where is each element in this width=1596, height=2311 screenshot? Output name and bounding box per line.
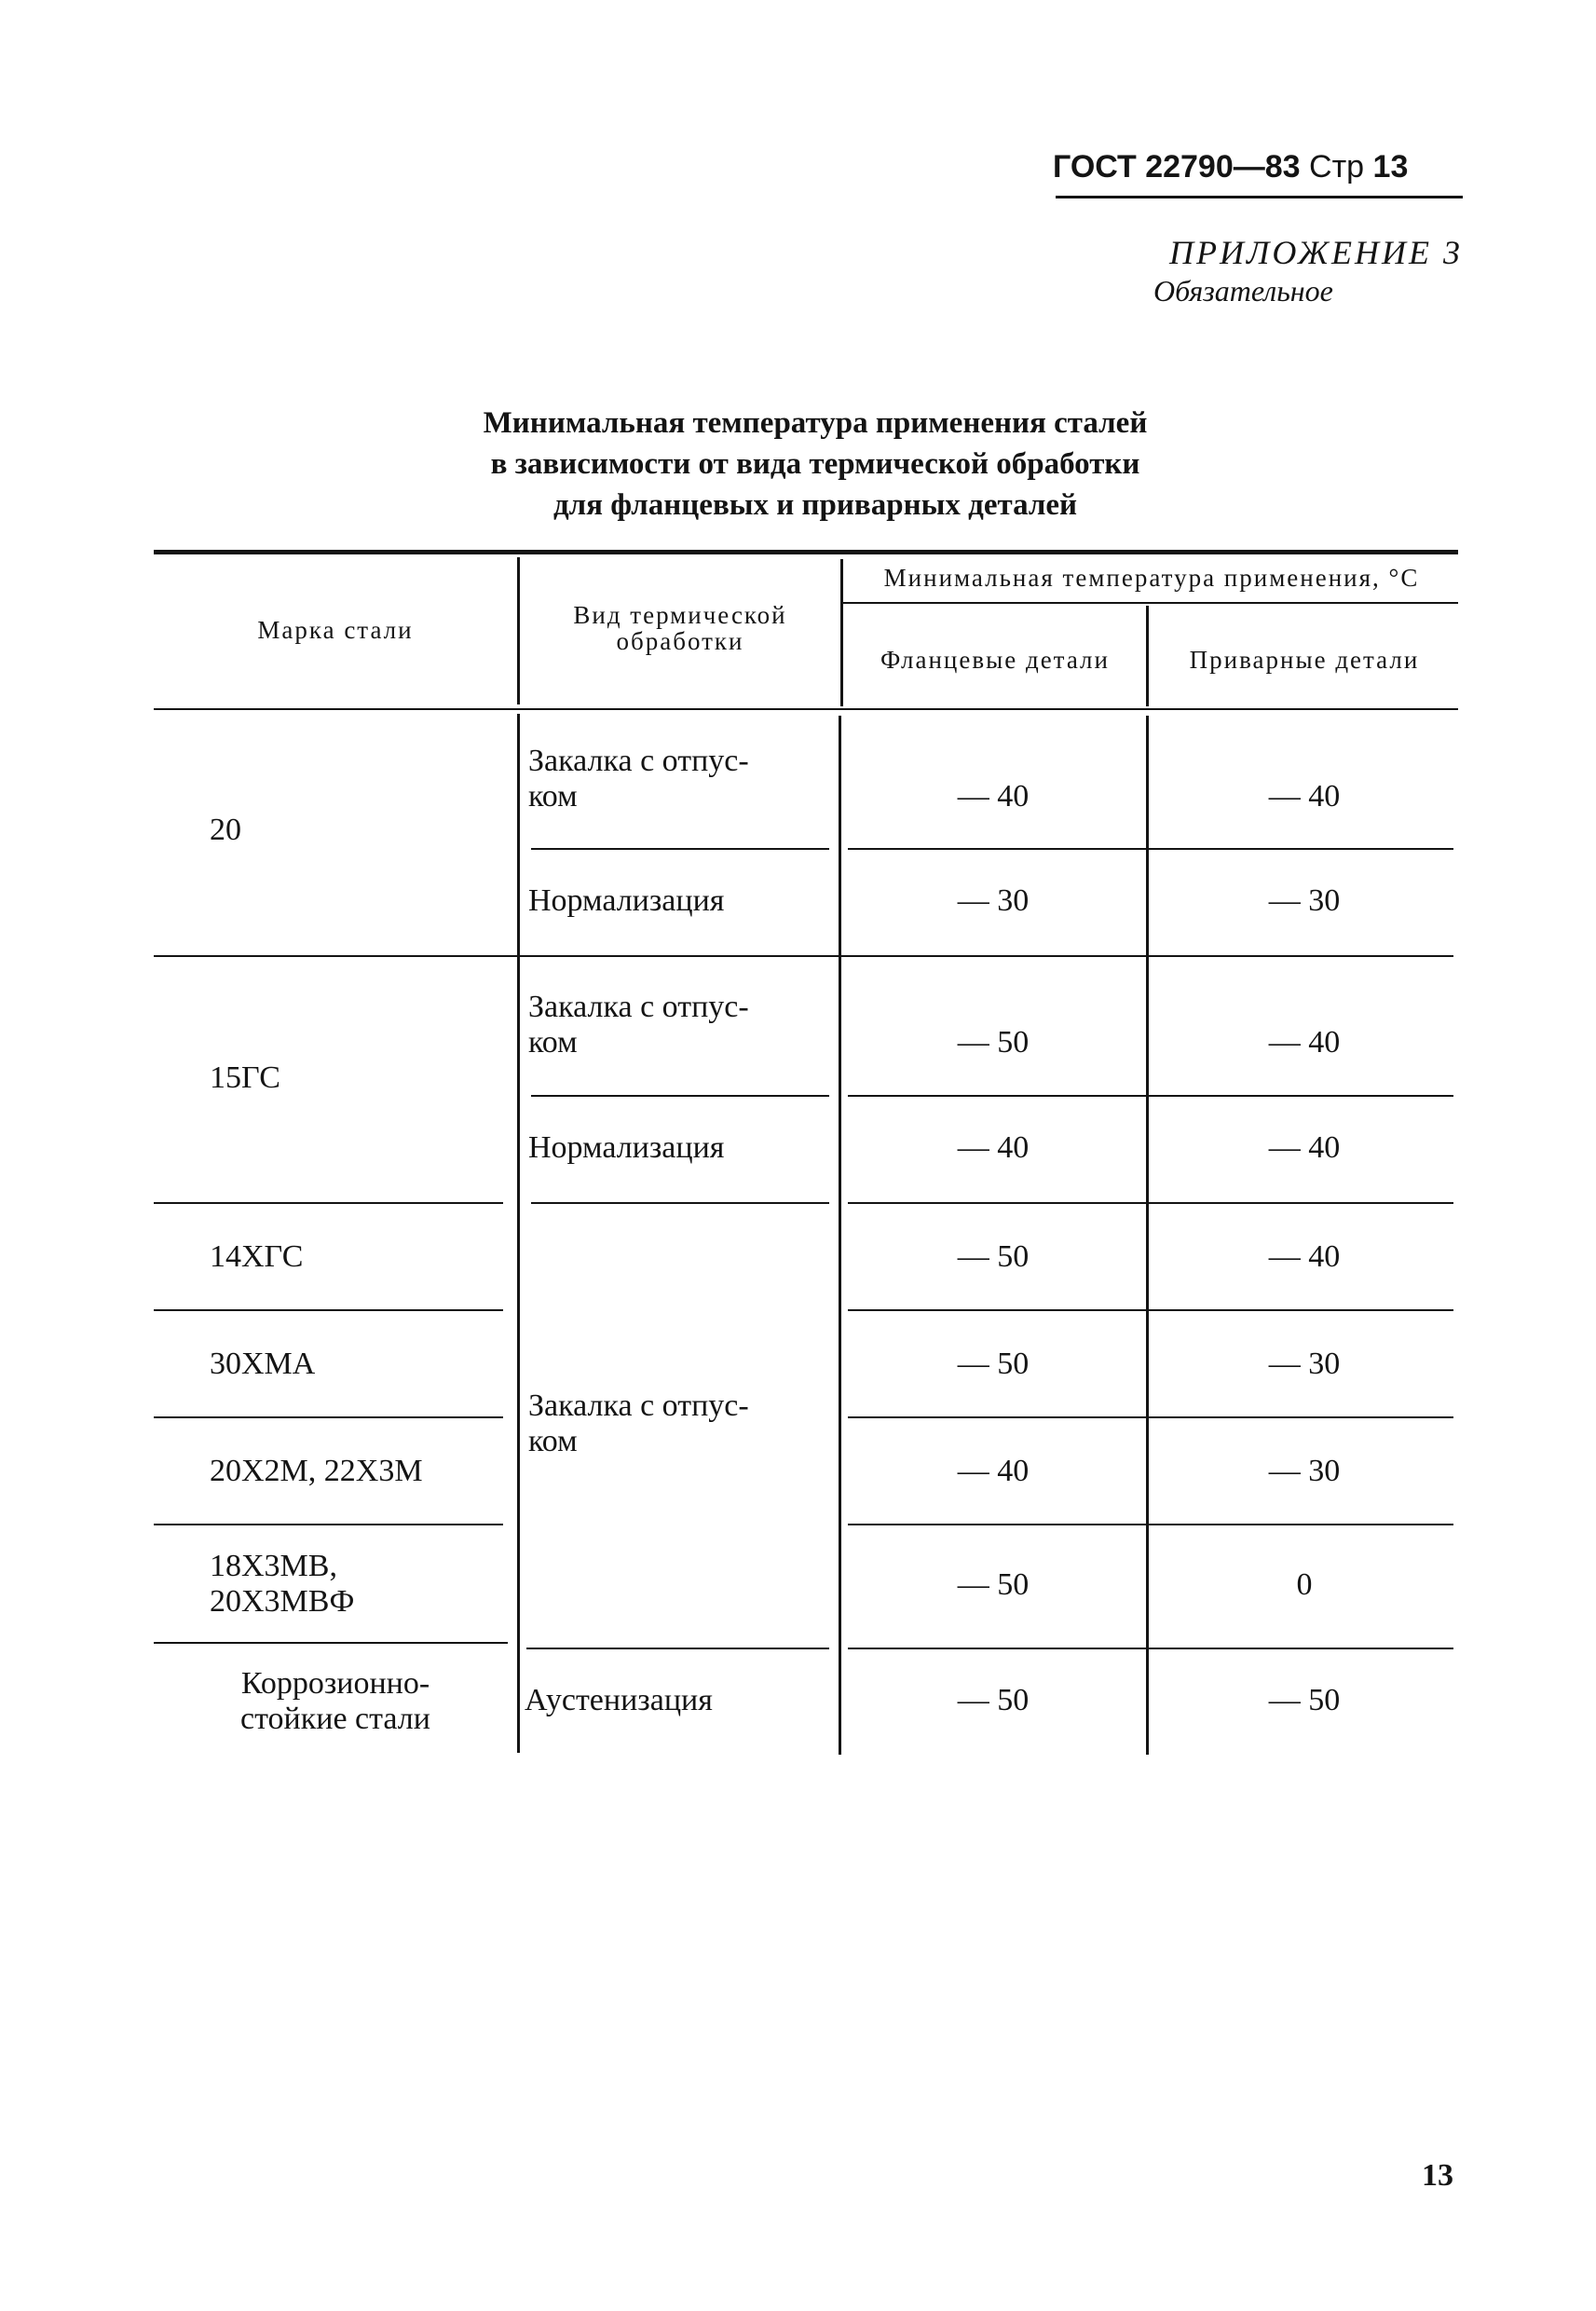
welded-temp-cell: — 40 xyxy=(1268,1239,1341,1274)
col-divider xyxy=(517,557,520,704)
grade-line: Коррозионно- xyxy=(240,1666,430,1701)
flange-temp-cell: — 50 xyxy=(957,1239,1030,1274)
standard-number: 22790—83 xyxy=(1145,149,1301,185)
row-rule xyxy=(531,1095,829,1097)
row-rule xyxy=(531,848,829,850)
table-title-line-2: в зависимости от вида термической обработки xyxy=(490,447,1140,481)
treatment-line: ком xyxy=(528,1025,578,1060)
welded-temp-cell: — 30 xyxy=(1268,1347,1341,1381)
row-rule xyxy=(848,1309,1453,1311)
row-rule xyxy=(531,1202,829,1204)
header-split-rule xyxy=(843,602,1458,604)
grade-line: 18Х3МВ, xyxy=(210,1549,337,1583)
treatment-cell xyxy=(528,744,836,814)
grade-cell xyxy=(210,1549,508,1620)
row-rule xyxy=(848,1095,1453,1097)
running-header xyxy=(1053,149,1463,185)
footer-page-number: 13 xyxy=(1422,2158,1453,2193)
grade-cell xyxy=(154,1666,517,1737)
flange-temp-cell: — 50 xyxy=(957,1025,1030,1060)
table-title xyxy=(280,403,1351,526)
treatment-cell xyxy=(528,990,836,1060)
row-rule xyxy=(154,955,1453,957)
header-bottom-rule xyxy=(154,708,1458,710)
treatment-line: Закалка с отпус- xyxy=(528,990,749,1024)
flange-temp-cell: — 40 xyxy=(957,1454,1030,1488)
appendix-title: ПРИЛОЖЕНИЕ 3 xyxy=(1169,234,1463,271)
col-divider xyxy=(1146,716,1149,1755)
treatment-line: ком xyxy=(528,779,578,814)
grade-cell: 14ХГС xyxy=(210,1239,304,1274)
table-title-line-1: Минимальная температура применения сталей xyxy=(483,406,1148,440)
grade-line: стойкие стали xyxy=(240,1702,430,1736)
row-rule xyxy=(848,848,1453,850)
flange-temp-cell: — 40 xyxy=(957,779,1030,814)
flange-temp-cell: — 50 xyxy=(957,1567,1030,1602)
treatment-cell: Нормализация xyxy=(528,1130,725,1165)
header-heat-treatment xyxy=(522,602,839,654)
welded-temp-cell: — 40 xyxy=(1268,779,1341,814)
row-rule xyxy=(154,1416,503,1418)
welded-temp-cell: — 40 xyxy=(1268,1025,1341,1060)
treatment-cell: Аустенизация xyxy=(525,1683,713,1717)
flange-temp-cell: — 30 xyxy=(957,883,1030,918)
header-rule xyxy=(1056,196,1463,198)
flange-temp-cell: — 50 xyxy=(957,1683,1030,1717)
page-label: Стр xyxy=(1309,149,1365,185)
row-rule xyxy=(154,1202,503,1204)
grade-cell: 30ХМА xyxy=(210,1347,316,1381)
appendix-status: Обязательное xyxy=(1153,274,1333,308)
treatment-line: Закалка с отпус- xyxy=(528,1388,749,1423)
grade-line: 20Х3МВФ xyxy=(210,1584,355,1619)
header-flange-parts: Фланцевые детали xyxy=(880,646,1110,674)
header-page-number: 13 xyxy=(1372,149,1409,185)
row-rule xyxy=(526,1648,829,1649)
col-divider xyxy=(839,716,841,1755)
welded-temp-cell: 0 xyxy=(1296,1567,1313,1602)
treatment-cell: Нормализация xyxy=(528,883,725,918)
header-welded-parts: Приварные детали xyxy=(1189,646,1420,674)
header-heat-treatment-line-2: обработки xyxy=(616,627,744,655)
temperature-table xyxy=(154,550,1458,1761)
row-rule xyxy=(848,1524,1453,1525)
header-heat-treatment-line-1: Вид термической xyxy=(573,601,787,629)
treatment-line: Закалка с отпус- xyxy=(528,744,749,778)
col-divider xyxy=(1146,606,1149,706)
col-divider xyxy=(517,714,520,1753)
flange-temp-cell: — 50 xyxy=(957,1347,1030,1381)
header-steel-grade: Марка стали xyxy=(257,616,414,644)
row-rule xyxy=(848,1648,1453,1649)
grade-cell: 15ГС xyxy=(210,1060,280,1095)
grade-cell: 20Х2М, 22Х3М xyxy=(210,1454,423,1488)
welded-temp-cell: — 30 xyxy=(1268,1454,1341,1488)
row-rule xyxy=(154,1309,503,1311)
flange-temp-cell: — 40 xyxy=(957,1130,1030,1165)
row-rule xyxy=(154,1642,508,1644)
row-rule xyxy=(154,1524,503,1525)
treatment-cell xyxy=(528,1388,836,1459)
col-divider xyxy=(840,559,843,706)
welded-temp-cell: — 40 xyxy=(1268,1130,1341,1165)
welded-temp-cell: — 30 xyxy=(1268,883,1341,918)
row-rule xyxy=(848,1202,1453,1204)
standard-abbrev: ГОСТ xyxy=(1053,149,1137,185)
table-title-line-3: для фланцевых и приварных деталей xyxy=(552,488,1078,522)
row-rule xyxy=(848,1416,1453,1418)
table-top-rule xyxy=(154,550,1458,554)
treatment-line: ком xyxy=(528,1424,578,1458)
header-min-temperature: Минимальная температура применения, °С xyxy=(883,564,1420,592)
grade-cell: 20 xyxy=(210,813,241,847)
welded-temp-cell: — 50 xyxy=(1268,1683,1341,1717)
